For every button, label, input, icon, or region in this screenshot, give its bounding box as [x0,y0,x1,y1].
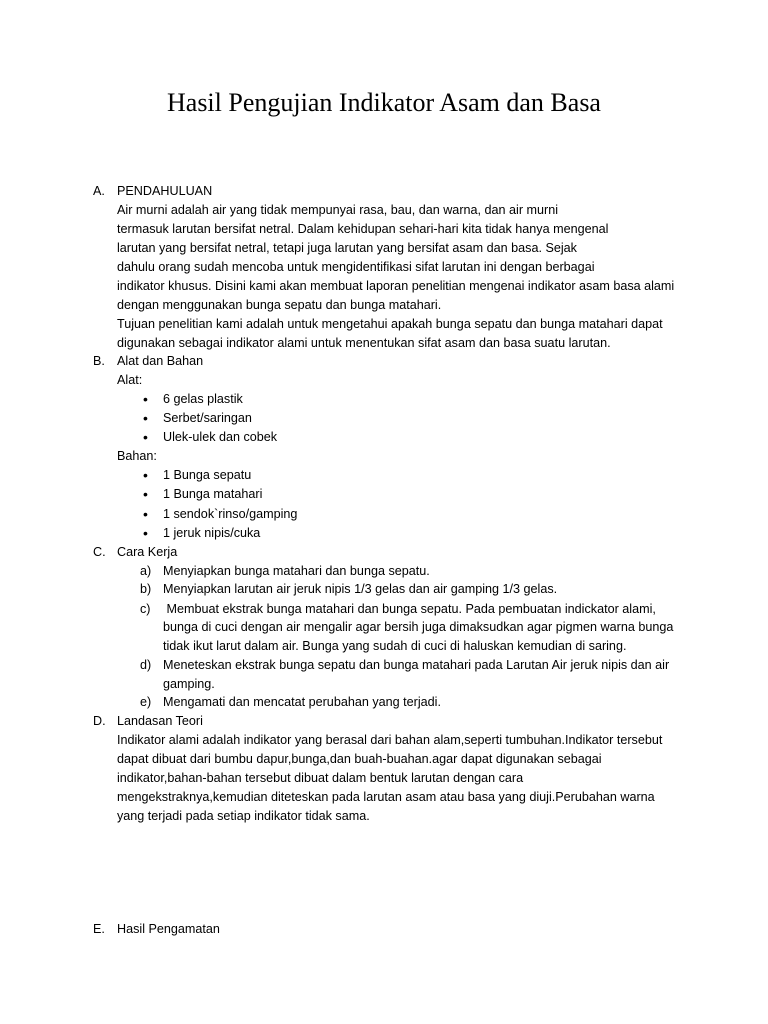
step-item [0,580,768,599]
step-item [0,693,768,712]
list-item [0,428,768,447]
list-item-text: 6 gelas plastik [163,392,243,406]
step-text: gamping. [163,677,215,691]
step-continuation [0,618,768,637]
paragraph-line: indikator khusus. Disini kami akan membuat laporan penelitian mengenai indikator asam basa alami [117,279,675,293]
step-text: bunga di cuci dengan air mengalir agar bersih juga dimaksudkan agar pigmen warna bunga [163,620,674,634]
list-item [0,524,768,543]
paragraph-line: dahulu orang sudah mencoba untuk mengidentifikasi sifat larutan ini dengan berbagai [117,260,595,274]
section-d-heading [0,712,768,731]
paragraph-line: dengan menggunakan bunga sepatu dan bunga matahari. [117,298,442,312]
bullet-icon: • [143,467,148,483]
paragraph-line: Air murni adalah air yang tidak mempunyai rasa, bau, dan warna, dan air murni [117,203,559,217]
bahan-label: Bahan: [117,449,157,463]
paragraph-line: digunakan sebagai indikator alami untuk menentukan sifat asam dan basa suatu larutan. [117,336,611,350]
document-title: Hasil Pengujian Indikator Asam dan Basa [167,88,601,117]
section-title: Landasan Teori [117,714,203,728]
paragraph-line: dapat dibuat dari bumbu dapur,bunga,dan buah-buahan.agar dapat digunakan sebagai [117,752,602,766]
paragraph-line: mengekstraknya,kemudian diteteskan pada larutan asam atau basa yang diuji.Perubahan warna [117,790,655,804]
list-item [0,390,768,409]
list-item [0,409,768,428]
step-text: Membuat ekstrak bunga matahari dan bunga sepatu. Pada pembuatan indickator alami, [163,602,656,616]
step-text: Mengamati dan mencatat perubahan yang terjadi. [163,695,441,709]
section-letter: D. [93,714,106,728]
list-item [0,505,768,524]
step-marker: a) [140,564,152,578]
step-marker: e) [140,695,152,709]
bullet-icon: • [143,506,148,522]
paragraph-line: larutan yang bersifat netral, tetapi juga larutan yang bersifat asam dan basa. Sejak [117,241,577,255]
bullet-icon: • [143,391,148,407]
bullet-icon: • [143,429,148,445]
list-item [0,485,768,504]
section-title: PENDAHULUAN [117,184,213,198]
paragraph-line: yang terjadi pada setiap indikator tidak sama. [117,809,370,823]
step-text: Menyiapkan bunga matahari dan bunga sepatu. [163,564,430,578]
list-item-text: Serbet/saringan [163,411,252,425]
paragraph-line: Tujuan penelitian kami adalah untuk mengetahui apakah bunga sepatu dan bunga matahari dapat [117,317,663,331]
step-text: Meneteskan ekstrak bunga sepatu dan bunga matahari pada Larutan Air jeruk nipis dan air [163,658,670,672]
section-title: Cara Kerja [117,545,178,559]
bullet-icon: • [143,525,148,541]
section-letter: C. [93,545,106,559]
section-letter: B. [93,354,105,368]
step-marker: b) [140,582,152,596]
step-marker: c) [140,602,151,616]
paragraph-line: Indikator alami adalah indikator yang berasal dari bahan alam,seperti tumbuhan.Indikator tersebut [117,733,663,747]
bullet-icon: • [143,486,148,502]
list-item-text: 1 Bunga matahari [163,487,263,501]
paragraph-line: termasuk larutan bersifat netral. Dalam kehidupan sehari-hari kita tidak hanya mengenal [117,222,609,236]
list-item-text: 1 Bunga sepatu [163,468,252,482]
step-text: tidak ikut larut dalam air. Bunga yang sudah di cuci di haluskan kemudian di saring. [163,639,627,653]
step-item [0,562,768,581]
section-c-heading [0,543,768,562]
section-letter: E. [93,922,105,936]
bullet-icon: • [143,410,148,426]
step-item [0,656,768,675]
step-text: Menyiapkan larutan air jeruk nipis 1/3 gelas dan air gamping 1/3 gelas. [163,582,558,596]
section-b-heading [0,352,768,371]
list-item-text: Ulek-ulek dan cobek [163,430,278,444]
section-letter: A. [93,184,105,198]
step-continuation [0,637,768,656]
list-item-text: 1 jeruk nipis/cuka [163,526,261,540]
list-item-text: 1 sendok`rinso/gamping [163,507,298,521]
section-title: Hasil Pengamatan [117,922,220,936]
step-item [0,600,768,619]
list-item [0,466,768,485]
paragraph-line: indikator,bahan-bahan tersebut dibuat dalam bentuk larutan dengan cara [117,771,524,785]
step-continuation [0,675,768,694]
section-title: Alat dan Bahan [117,354,204,368]
section-e-heading [0,920,768,939]
alat-label: Alat: [117,373,143,387]
step-marker: d) [140,658,152,672]
section-a-heading [0,182,768,201]
